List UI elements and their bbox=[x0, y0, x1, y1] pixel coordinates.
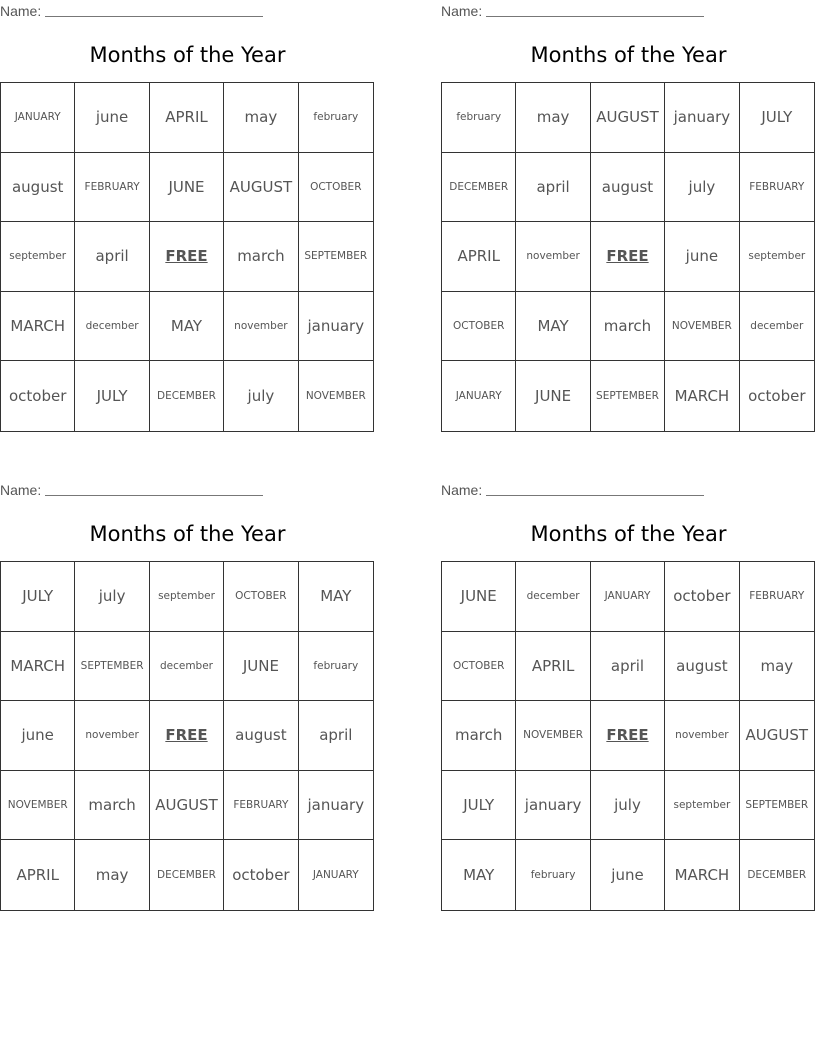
card-title: Months of the Year bbox=[89, 43, 286, 67]
free-space: FREE bbox=[591, 222, 665, 292]
bingo-cell: NOVEMBER bbox=[665, 292, 739, 362]
bingo-cell: OCTOBER bbox=[299, 153, 373, 223]
bingo-cell: OCTOBER bbox=[442, 632, 516, 702]
name-blank bbox=[45, 481, 263, 496]
name-line bbox=[0, 479, 375, 501]
bingo-cell: september bbox=[665, 771, 739, 841]
bingo-cell: NOVEMBER bbox=[305, 390, 366, 403]
bingo-cell: december bbox=[75, 292, 149, 362]
name-line bbox=[0, 0, 375, 22]
bingo-cell: january bbox=[299, 771, 373, 841]
bingo-cell: MAY bbox=[516, 292, 590, 362]
bingo-cell: september bbox=[150, 562, 224, 632]
bingo-grid bbox=[0, 561, 374, 911]
bingo-cell: MARCH bbox=[1, 632, 75, 702]
bingo-cell: OCTOBER bbox=[224, 562, 298, 632]
bingo-cell: NOVEMBER bbox=[1, 771, 75, 841]
bingo-cell: FEBRUARY bbox=[740, 153, 814, 223]
name-label: Name: bbox=[441, 3, 483, 19]
bingo-cell: SEPTEMBER bbox=[740, 771, 814, 841]
bingo-cell: JULY bbox=[1, 562, 75, 632]
bingo-cell: MAY bbox=[150, 292, 224, 362]
bingo-cell: october bbox=[1, 361, 75, 431]
name-label: Name: bbox=[0, 3, 42, 19]
bingo-cell: MAY bbox=[442, 840, 516, 910]
bingo-cell: january bbox=[516, 771, 590, 841]
bingo-cell: november bbox=[516, 222, 590, 292]
bingo-cell: SEPTEMBER bbox=[591, 361, 665, 431]
bingo-cell: APRIL bbox=[1, 840, 75, 910]
bingo-cell: march bbox=[591, 292, 665, 362]
card-title: Months of the Year bbox=[530, 43, 727, 67]
bingo-cell: DECEMBER bbox=[150, 840, 224, 910]
bingo-cell: october bbox=[748, 387, 806, 406]
bingo-cell: march bbox=[224, 222, 298, 292]
bingo-cell: SEPTEMBER bbox=[75, 632, 149, 702]
bingo-cell: july bbox=[75, 562, 149, 632]
bingo-cell: march bbox=[75, 771, 149, 841]
bingo-cell: february bbox=[442, 83, 516, 153]
bingo-grid bbox=[441, 561, 815, 911]
bingo-cell: july bbox=[224, 361, 298, 431]
bingo-cell: JUNE bbox=[224, 632, 298, 702]
bingo-cell: january bbox=[299, 292, 373, 362]
bingo-card-4 bbox=[441, 479, 816, 911]
bingo-cell: MAY bbox=[299, 562, 373, 632]
bingo-cell: december bbox=[150, 632, 224, 702]
card-title: Months of the Year bbox=[89, 522, 286, 546]
bingo-cell: JUNE bbox=[516, 361, 590, 431]
bingo-cell: MARCH bbox=[665, 840, 739, 910]
bingo-cell: MARCH bbox=[665, 361, 739, 431]
bingo-cell: november bbox=[224, 292, 298, 362]
bingo-cell: august bbox=[224, 701, 298, 771]
bingo-cell: may bbox=[516, 83, 590, 153]
bingo-cell: MARCH bbox=[1, 292, 75, 362]
bingo-cell: SEPTEMBER bbox=[299, 222, 373, 292]
bingo-cell: april bbox=[75, 222, 149, 292]
name-blank bbox=[45, 2, 263, 17]
bingo-cell: august bbox=[665, 632, 739, 702]
name-line bbox=[441, 0, 816, 22]
bingo-cell: FEBRUARY bbox=[75, 153, 149, 223]
bingo-card-3 bbox=[0, 479, 375, 911]
bingo-card-1 bbox=[0, 0, 375, 432]
bingo-cell: DECEMBER bbox=[150, 361, 224, 431]
bingo-cell: JULY bbox=[75, 361, 149, 431]
bingo-cell: november bbox=[75, 701, 149, 771]
bingo-cell: november bbox=[665, 701, 739, 771]
name-blank bbox=[486, 481, 704, 496]
bingo-cell: june bbox=[1, 701, 75, 771]
bingo-cell: august bbox=[1, 153, 75, 223]
bingo-cell: october bbox=[224, 840, 298, 910]
free-space: FREE bbox=[150, 222, 224, 292]
bingo-cell: june bbox=[591, 840, 665, 910]
bingo-cell: october bbox=[665, 562, 739, 632]
bingo-cell: AUGUST bbox=[224, 153, 298, 223]
bingo-cell: april bbox=[516, 153, 590, 223]
bingo-cell: APRIL bbox=[442, 222, 516, 292]
bingo-cell: december bbox=[516, 562, 590, 632]
bingo-cell: JANUARY bbox=[442, 361, 516, 431]
bingo-cell: AUGUST bbox=[591, 83, 665, 153]
bingo-cell: JANUARY bbox=[312, 869, 359, 882]
bingo-cell: january bbox=[665, 83, 739, 153]
name-line bbox=[441, 479, 816, 501]
bingo-cell: JANUARY bbox=[1, 83, 75, 153]
bingo-cell: JULY bbox=[740, 83, 814, 153]
bingo-cell: DECEMBER bbox=[747, 869, 807, 882]
bingo-cell: july bbox=[591, 771, 665, 841]
bingo-cell: september bbox=[740, 222, 814, 292]
bingo-cell: august bbox=[591, 153, 665, 223]
name-label: Name: bbox=[441, 482, 483, 498]
bingo-cell: OCTOBER bbox=[442, 292, 516, 362]
bingo-grid bbox=[441, 82, 815, 432]
bingo-cell: september bbox=[1, 222, 75, 292]
name-blank bbox=[486, 2, 704, 17]
bingo-cell: february bbox=[299, 83, 373, 153]
bingo-cell: december bbox=[740, 292, 814, 362]
bingo-cell: FEBRUARY bbox=[740, 562, 814, 632]
bingo-cell: JANUARY bbox=[591, 562, 665, 632]
bingo-cell: february bbox=[299, 632, 373, 702]
bingo-cell: may bbox=[75, 840, 149, 910]
name-label: Name: bbox=[0, 482, 42, 498]
bingo-cell: FEBRUARY bbox=[224, 771, 298, 841]
bingo-cell: APRIL bbox=[150, 83, 224, 153]
free-space: FREE bbox=[150, 701, 224, 771]
bingo-cell: june bbox=[665, 222, 739, 292]
bingo-cell: NOVEMBER bbox=[516, 701, 590, 771]
bingo-cell: february bbox=[516, 840, 590, 910]
card-title: Months of the Year bbox=[530, 522, 727, 546]
bingo-cell: APRIL bbox=[516, 632, 590, 702]
bingo-cell: may bbox=[224, 83, 298, 153]
bingo-cell: april bbox=[299, 701, 373, 771]
bingo-cell: june bbox=[75, 83, 149, 153]
bingo-cell: march bbox=[442, 701, 516, 771]
bingo-cell: DECEMBER bbox=[442, 153, 516, 223]
bingo-cell: july bbox=[665, 153, 739, 223]
bingo-cell: JUNE bbox=[150, 153, 224, 223]
bingo-card-2 bbox=[441, 0, 816, 432]
bingo-cell: JULY bbox=[442, 771, 516, 841]
bingo-cell: may bbox=[740, 632, 814, 702]
free-space: FREE bbox=[591, 701, 665, 771]
bingo-grid bbox=[0, 82, 374, 432]
bingo-cell: april bbox=[591, 632, 665, 702]
bingo-cell: JUNE bbox=[442, 562, 516, 632]
bingo-cell: AUGUST bbox=[150, 771, 224, 841]
bingo-cell: AUGUST bbox=[740, 701, 814, 771]
